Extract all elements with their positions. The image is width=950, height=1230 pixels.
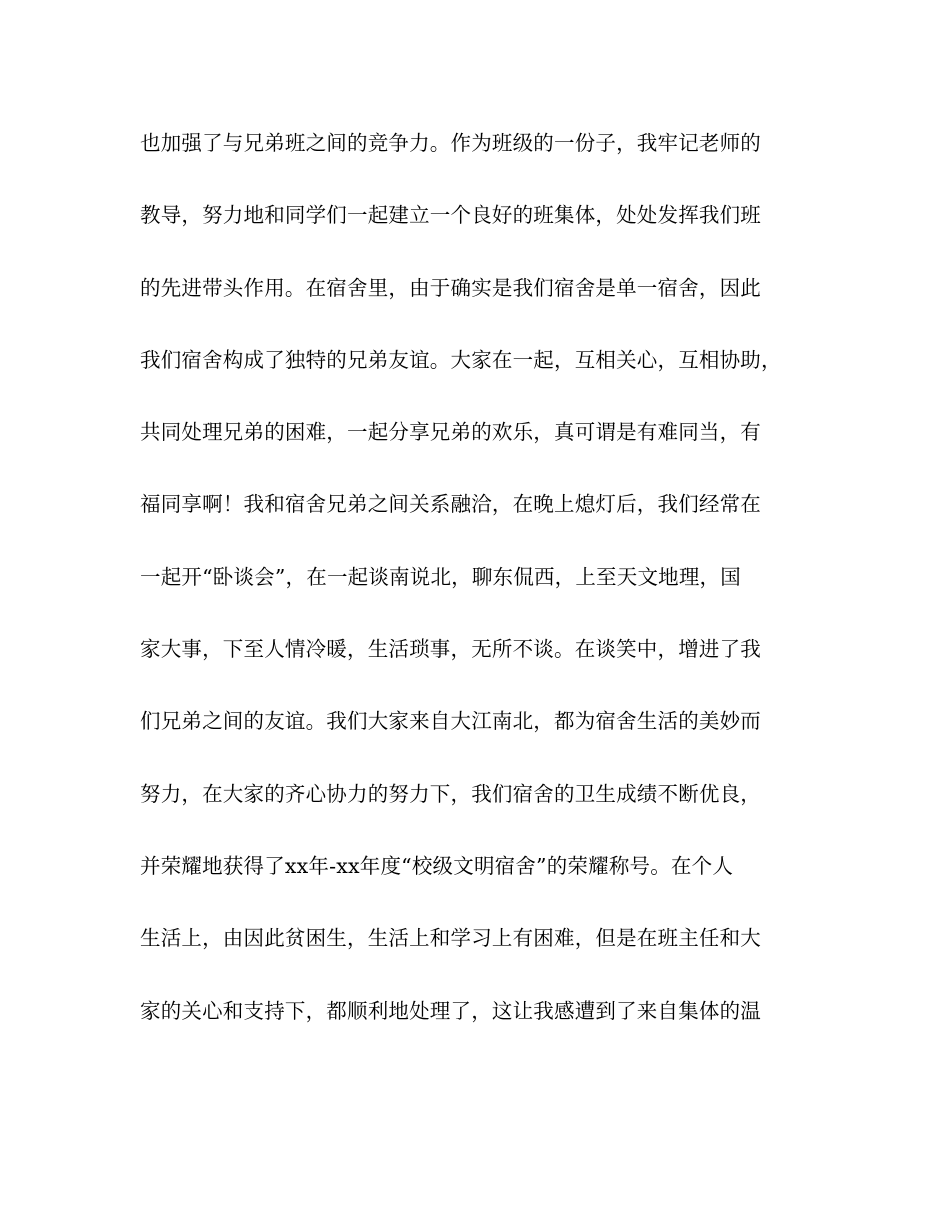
- text-line: 福同享啊！我和宿舍兄弟之间关系融洽，在晚上熄灯后，我们经常在: [140, 492, 761, 517]
- text-line: 共同处理兄弟的困难，一起分享兄弟的欢乐，真可谓是有难同当，有: [140, 420, 761, 445]
- text-line: 并荣耀地获得了xx年-xx年度“校级文明宿舍”的荣耀称号。在个人: [140, 853, 734, 878]
- body-paragraph: [140, 123, 820, 1063]
- text-line: 家大事，下至人情冷暖，生活琐事，无所不谈。在谈笑中，增进了我: [140, 637, 761, 662]
- text-line: 努力，在大家的齐心协力的努力下，我们宿舍的卫生成绩不断优良，: [140, 781, 761, 806]
- text-line: 我们宿舍构成了独特的兄弟友谊。大家在一起，互相关心，互相协助，: [140, 347, 782, 372]
- text-line: 家的关心和支持下，都顺利地处理了，这让我感遭到了来自集体的温: [140, 998, 761, 1023]
- text-line: 也加强了与兄弟班之间的竞争力。作为班级的一份子，我牢记老师的: [140, 131, 761, 155]
- text-line: 生活上，由因此贫困生，生活上和学习上有困难，但是在班主任和大: [140, 926, 761, 951]
- text-line: 教导，努力地和同学们一起建立一个良好的班集体，处处发挥我们班: [140, 203, 761, 228]
- text-line: 们兄弟之间的友谊。我们大家来自大江南北，都为宿舍生活的美妙而: [140, 709, 761, 734]
- text-line: 的先进带头作用。在宿舍里，由于确实是我们宿舍是单一宿舍，因此: [140, 275, 761, 300]
- text-line: 一起开“卧谈会”，在一起谈南说北，聊东侃西，上至天文地理，国: [140, 564, 741, 589]
